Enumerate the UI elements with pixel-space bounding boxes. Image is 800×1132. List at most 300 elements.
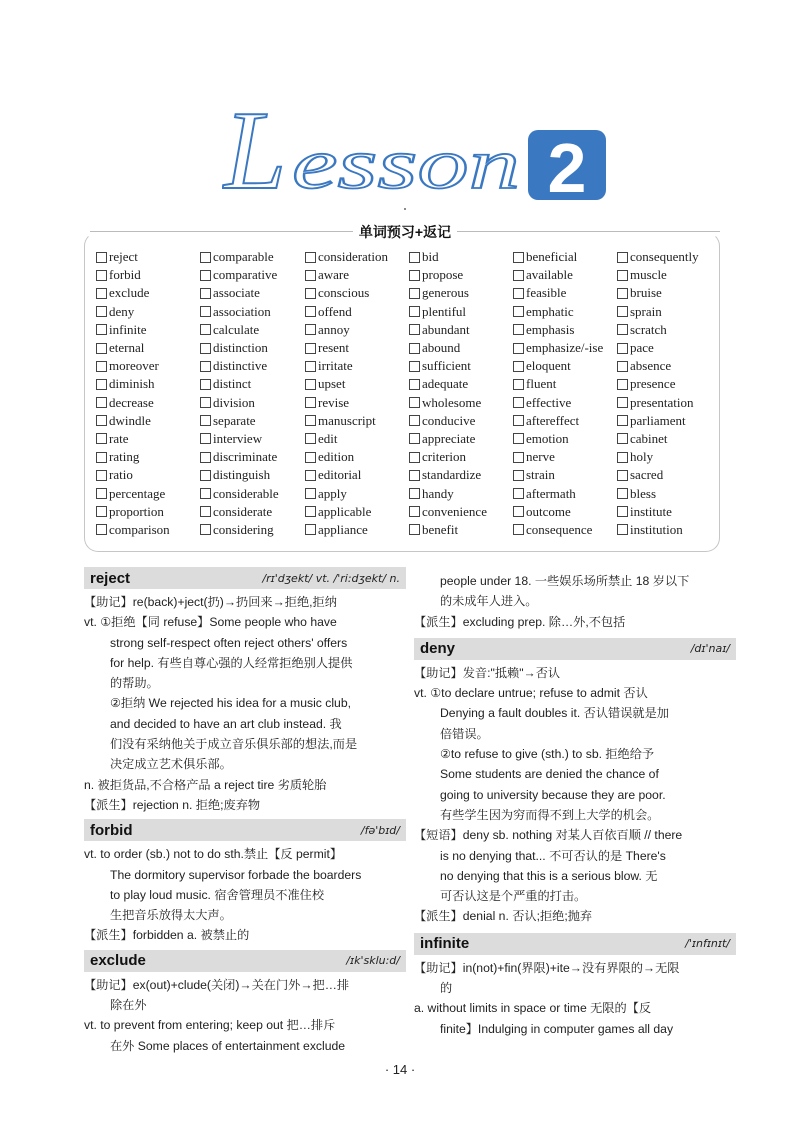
vocab-item-aftereffect[interactable]	[513, 412, 617, 430]
entry-line: 【助记】ex(out)+clude(关闭)→关在门外→把…排	[84, 977, 350, 992]
checkbox-icon[interactable]	[513, 306, 524, 317]
vocab-word: benefit	[422, 521, 459, 537]
vocab-item-parliament[interactable]	[617, 412, 721, 430]
vocab-word: cabinet	[630, 430, 668, 446]
entry-header-forbid	[84, 819, 406, 841]
checkbox-icon[interactable]	[96, 379, 107, 390]
vocab-item-sufficient[interactable]	[409, 357, 513, 375]
checkbox-icon[interactable]	[409, 488, 420, 499]
vocab-item-distinct[interactable]	[200, 375, 305, 393]
vocab-item-comparison[interactable]	[96, 521, 200, 539]
entry-line: vt. ①拒绝【同 refuse】Some people who have	[84, 615, 337, 630]
vocab-word: reject	[109, 249, 138, 265]
vocab-item-irritate[interactable]	[305, 357, 409, 375]
entry-exclude	[84, 950, 406, 1056]
entry-infinite	[414, 933, 736, 1039]
vocab-item-generous[interactable]	[409, 284, 513, 302]
vocab-word: sufficient	[422, 358, 471, 374]
vocab-item-forbid[interactable]	[96, 266, 200, 284]
checkbox-icon[interactable]	[513, 524, 524, 535]
vocab-item-emotion[interactable]	[513, 430, 617, 448]
checkbox-icon[interactable]	[305, 379, 316, 390]
vocab-item-considerable[interactable]	[200, 484, 305, 502]
vocab-item-feasible[interactable]	[513, 284, 617, 302]
vocab-item-calculate[interactable]	[200, 321, 305, 339]
vocab-word: proportion	[109, 503, 164, 519]
vocab-word: feasible	[526, 285, 567, 301]
vocab-item-holy[interactable]	[617, 448, 721, 466]
entry-header-reject	[84, 567, 406, 589]
entry-line: Some students are denied the chance of	[440, 767, 659, 782]
entry-line: to play loud music. 宿舍管理员不准住校	[110, 887, 325, 902]
vocab-item-eloquent[interactable]	[513, 357, 617, 375]
vocab-item-aftermath[interactable]	[513, 484, 617, 502]
checkbox-icon[interactable]	[200, 252, 211, 263]
vocab-word: discriminate	[213, 449, 278, 465]
vocab-item-eternal[interactable]	[96, 339, 200, 357]
checkbox-icon[interactable]	[200, 324, 211, 335]
checkbox-icon[interactable]	[513, 252, 524, 263]
vocab-item-decrease[interactable]	[96, 394, 200, 412]
vocab-section-title-text: 单词预习+返记	[353, 224, 457, 240]
checkbox-icon[interactable]	[617, 288, 628, 299]
entry-line: ②to refuse to give (sth.) to sb. 拒绝给予	[440, 747, 655, 762]
checkbox-icon[interactable]	[409, 415, 420, 426]
vocab-word: editorial	[318, 467, 362, 483]
vocab-word: decrease	[109, 394, 154, 410]
entry-line: n. 被拒货品,不合格产品 a reject tire 劣质轮胎	[84, 777, 327, 792]
vocab-item-upset[interactable]	[305, 375, 409, 393]
vocab-word: deny	[109, 303, 135, 319]
vocab-item-distinguish[interactable]	[200, 466, 305, 484]
vocab-item-wholesome[interactable]	[409, 394, 513, 412]
checkbox-icon[interactable]	[617, 252, 628, 263]
vocab-item-diminish[interactable]	[96, 375, 200, 393]
checkbox-icon[interactable]	[200, 415, 211, 426]
checkbox-icon[interactable]	[617, 433, 628, 444]
vocab-item-convenience[interactable]	[409, 503, 513, 521]
vocab-item-presence[interactable]	[617, 375, 721, 393]
checkbox-icon[interactable]	[409, 324, 420, 335]
vocab-item-distinctive[interactable]	[200, 357, 305, 375]
vocab-item-institute[interactable]	[617, 503, 721, 521]
entry-line: 在外 Some places of entertainment exclude	[110, 1038, 346, 1053]
vocab-item-criterion[interactable]	[409, 448, 513, 466]
vocab-item-abound[interactable]	[409, 339, 513, 357]
checkbox-icon[interactable]	[305, 343, 316, 354]
vocab-word: convenience	[422, 503, 487, 519]
checkbox-icon[interactable]	[305, 488, 316, 499]
vocab-item-edit[interactable]	[305, 430, 409, 448]
vocab-word: considerate	[213, 503, 273, 519]
checkbox-icon[interactable]	[200, 524, 211, 535]
vocab-item-emphasis[interactable]	[513, 321, 617, 339]
vocab-checklist	[96, 248, 716, 539]
checkbox-icon[interactable]	[409, 288, 420, 299]
checkbox-icon[interactable]	[200, 361, 211, 372]
vocab-word: irritate	[318, 358, 353, 374]
checkbox-icon[interactable]	[617, 379, 628, 390]
vocab-word: applicable	[318, 503, 372, 519]
vocab-item-proportion[interactable]	[96, 503, 200, 521]
vocab-word: strain	[526, 467, 555, 483]
checkbox-icon[interactable]	[200, 270, 211, 281]
entry-line: 【派生】forbidden a. 被禁止的	[84, 928, 250, 943]
vocab-item-moreover[interactable]	[96, 357, 200, 375]
entry-line: strong self-respect often reject others' offers	[110, 635, 348, 650]
vocab-item-separate[interactable]	[200, 412, 305, 430]
checkbox-icon[interactable]	[513, 379, 524, 390]
vocab-word: aftermath	[526, 485, 576, 501]
checkbox-icon[interactable]	[200, 288, 211, 299]
entry-line: is no denying that... 不可否认的是 There's	[440, 848, 666, 863]
checkbox-icon[interactable]	[513, 415, 524, 426]
vocab-item-institution[interactable]	[617, 521, 721, 539]
checkbox-icon[interactable]	[513, 270, 524, 281]
vocab-word: scratch	[630, 321, 667, 337]
vocab-word: comparative	[213, 267, 278, 283]
vocab-item-strain[interactable]	[513, 466, 617, 484]
entry-line: The dormitory supervisor forbade the boarders	[110, 867, 362, 882]
vocab-word: emphatic	[526, 303, 574, 319]
vocab-word: parliament	[630, 412, 686, 428]
checkbox-icon[interactable]	[513, 452, 524, 463]
checkbox-icon[interactable]	[305, 361, 316, 372]
vocab-item-revise[interactable]	[305, 394, 409, 412]
vocab-item-pace[interactable]	[617, 339, 721, 357]
vocab-item-adequate[interactable]	[409, 375, 513, 393]
checkbox-icon[interactable]	[409, 306, 420, 317]
checkbox-icon[interactable]	[409, 252, 420, 263]
vocab-item-conscious[interactable]	[305, 284, 409, 302]
vocab-item-applicable[interactable]	[305, 503, 409, 521]
entry-line: vt. to order (sb.) not to do sth.禁止【反 permit】	[84, 847, 343, 862]
checkbox-icon[interactable]	[409, 343, 420, 354]
entry-line: 【派生】denial n. 否认;拒绝;抛弃	[414, 909, 593, 924]
vocab-item-standardize[interactable]	[409, 466, 513, 484]
checkbox-icon[interactable]	[305, 324, 316, 335]
checkbox-icon[interactable]	[96, 306, 107, 317]
vocab-item-emphasize--ise[interactable]	[513, 339, 617, 357]
vocab-item-handy[interactable]	[409, 484, 513, 502]
checkbox-icon[interactable]	[409, 506, 420, 517]
vocab-word: distinct	[213, 376, 252, 392]
checkbox-icon[interactable]	[617, 506, 628, 517]
checkbox-icon[interactable]	[513, 488, 524, 499]
vocab-word: bruise	[630, 285, 662, 301]
vocab-word: abound	[422, 340, 461, 356]
vocab-word: emphasize/-ise	[526, 340, 604, 356]
vocab-item-benefit[interactable]	[409, 521, 513, 539]
checkbox-icon[interactable]	[617, 488, 628, 499]
vocab-word: presence	[630, 376, 676, 392]
vocab-word: propose	[422, 267, 464, 283]
vocab-item-rate[interactable]	[96, 430, 200, 448]
entry-header-infinite	[414, 933, 736, 955]
vocab-word: aware	[318, 267, 350, 283]
vocab-word: effective	[526, 394, 572, 410]
checkbox-icon[interactable]	[96, 252, 107, 263]
vocab-item-dwindle[interactable]	[96, 412, 200, 430]
vocab-item-deny[interactable]	[96, 303, 200, 321]
vocab-item-muscle[interactable]	[617, 266, 721, 284]
vocab-item-comparative[interactable]	[200, 266, 305, 284]
checkbox-icon[interactable]	[96, 361, 107, 372]
vocab-item-sacred[interactable]	[617, 466, 721, 484]
vocab-word: holy	[630, 449, 654, 465]
checkbox-icon[interactable]	[305, 470, 316, 481]
right-column	[414, 571, 736, 1045]
checkbox-icon[interactable]	[305, 524, 316, 535]
vocab-item-emphatic[interactable]	[513, 303, 617, 321]
checkbox-icon[interactable]	[96, 506, 107, 517]
checkbox-icon[interactable]	[200, 306, 211, 317]
vocab-item-scratch[interactable]	[617, 321, 721, 339]
checkbox-icon[interactable]	[305, 306, 316, 317]
vocab-item-effective[interactable]	[513, 394, 617, 412]
checkbox-icon[interactable]	[513, 288, 524, 299]
vocab-item-bruise[interactable]	[617, 284, 721, 302]
checkbox-icon[interactable]	[305, 397, 316, 408]
vocab-item-infinite[interactable]	[96, 321, 200, 339]
vocab-word: bid	[422, 249, 439, 265]
vocab-word: consideration	[318, 249, 389, 265]
vocab-word: rate	[109, 430, 129, 446]
vocab-item-appliance[interactable]	[305, 521, 409, 539]
vocab-word: calculate	[213, 321, 260, 337]
headword: forbid	[90, 821, 133, 839]
vocab-item-reject[interactable]	[96, 248, 200, 266]
vocab-item-annoy[interactable]	[305, 321, 409, 339]
vocab-word: conducive	[422, 412, 476, 428]
checkbox-icon[interactable]	[200, 433, 211, 444]
vocab-word: appliance	[318, 521, 368, 537]
checkbox-icon[interactable]	[409, 452, 420, 463]
vocab-word: handy	[422, 485, 454, 501]
entry-line: vt. to prevent from entering; keep out 把…排斥	[84, 1018, 336, 1033]
checkbox-icon[interactable]	[513, 433, 524, 444]
vocab-item-exclude[interactable]	[96, 284, 200, 302]
checkbox-icon[interactable]	[200, 397, 211, 408]
checkbox-icon[interactable]	[513, 506, 524, 517]
vocab-word: considerable	[213, 485, 279, 501]
checkbox-icon[interactable]	[617, 452, 628, 463]
vocab-word: adequate	[422, 376, 469, 392]
vocab-item-consequently[interactable]	[617, 248, 721, 266]
checkbox-icon[interactable]	[617, 324, 628, 335]
checkbox-icon[interactable]	[409, 470, 420, 481]
lesson-title-L: L	[224, 96, 287, 206]
checkbox-icon[interactable]	[96, 488, 107, 499]
left-column	[84, 567, 406, 1060]
vocab-word: diminish	[109, 376, 155, 392]
vocab-item-bid[interactable]	[409, 248, 513, 266]
checkbox-icon[interactable]	[96, 324, 107, 335]
vocab-item-distinction[interactable]	[200, 339, 305, 357]
vocab-word: consequence	[526, 521, 593, 537]
checkbox-icon[interactable]	[96, 524, 107, 535]
checkbox-icon[interactable]	[617, 415, 628, 426]
vocab-item-rating[interactable]	[96, 448, 200, 466]
checkbox-icon[interactable]	[409, 270, 420, 281]
entry-line: ②拒纳 We rejected his idea for a music club,	[110, 696, 352, 711]
checkbox-icon[interactable]	[409, 379, 420, 390]
vocab-word: revise	[318, 394, 350, 410]
checkbox-icon[interactable]	[96, 433, 107, 444]
vocab-word: association	[213, 303, 271, 319]
vocab-item-bless[interactable]	[617, 484, 721, 502]
entry-line: Denying a fault doubles it. 否认错误就是加	[440, 706, 669, 721]
lesson-title-word: esson	[292, 124, 520, 204]
checkbox-icon[interactable]	[96, 415, 107, 426]
vocab-word: division	[213, 394, 255, 410]
checkbox-icon[interactable]	[409, 524, 420, 535]
checkbox-icon[interactable]	[305, 288, 316, 299]
vocab-word: annoy	[318, 321, 350, 337]
vocab-word: emphasis	[526, 321, 575, 337]
vocab-word: criterion	[422, 449, 467, 465]
entry-line: 【短语】deny sb. nothing 对某人百依百顺 // there	[414, 828, 683, 843]
checkbox-icon[interactable]	[617, 361, 628, 372]
checkbox-icon[interactable]	[513, 397, 524, 408]
vocab-item-manuscript[interactable]	[305, 412, 409, 430]
vocab-item-apply[interactable]	[305, 484, 409, 502]
vocab-word: nerve	[526, 449, 555, 465]
checkbox-icon[interactable]	[409, 397, 420, 408]
vocab-item-beneficial[interactable]	[513, 248, 617, 266]
vocab-item-edition[interactable]	[305, 448, 409, 466]
entry-line: 【助记】re(back)+ject(扔)→扔回来→拒绝,拒纳	[84, 595, 337, 609]
lesson-number: 2	[547, 129, 587, 206]
headword: infinite	[420, 935, 470, 953]
vocab-word: institution	[630, 521, 683, 537]
vocab-item-aware[interactable]	[305, 266, 409, 284]
checkbox-icon[interactable]	[305, 506, 316, 517]
vocab-word: edit	[318, 430, 338, 446]
vocab-word: dwindle	[109, 412, 151, 428]
checkbox-icon[interactable]	[617, 270, 628, 281]
vocab-item-outcome[interactable]	[513, 503, 617, 521]
vocab-word: aftereffect	[526, 412, 580, 428]
vocab-word: edition	[318, 449, 355, 465]
checkbox-icon[interactable]	[200, 452, 211, 463]
vocab-item-resent[interactable]	[305, 339, 409, 357]
checkbox-icon[interactable]	[96, 288, 107, 299]
vocab-word: apply	[318, 485, 347, 501]
vocab-item-association[interactable]	[200, 303, 305, 321]
vocab-item-considering[interactable]	[200, 521, 305, 539]
checkbox-icon[interactable]	[617, 306, 628, 317]
vocab-word: available	[526, 267, 573, 283]
checkbox-icon[interactable]	[617, 524, 628, 535]
vocab-item-offend[interactable]	[305, 303, 409, 321]
checkbox-icon[interactable]	[305, 270, 316, 281]
vocab-item-conducive[interactable]	[409, 412, 513, 430]
vocab-item-considerate[interactable]	[200, 503, 305, 521]
checkbox-icon[interactable]	[200, 379, 211, 390]
checkbox-icon[interactable]	[200, 343, 211, 354]
lesson-title	[222, 96, 612, 206]
vocab-word: consequently	[630, 249, 699, 265]
checkbox-icon[interactable]	[513, 343, 524, 354]
checkbox-icon[interactable]	[409, 361, 420, 372]
vocab-item-sprain[interactable]	[617, 303, 721, 321]
vocab-word: emotion	[526, 430, 569, 446]
checkbox-icon[interactable]	[409, 433, 420, 444]
vocab-item-ratio[interactable]	[96, 466, 200, 484]
checkbox-icon[interactable]	[513, 324, 524, 335]
vocab-item-propose[interactable]	[409, 266, 513, 284]
vocab-item-absence[interactable]	[617, 357, 721, 375]
checkbox-icon[interactable]	[513, 470, 524, 481]
vocab-item-consequence[interactable]	[513, 521, 617, 539]
vocab-item-abundant[interactable]	[409, 321, 513, 339]
checkbox-icon[interactable]	[96, 397, 107, 408]
vocab-item-fluent[interactable]	[513, 375, 617, 393]
checkbox-icon[interactable]	[96, 270, 107, 281]
checkbox-icon[interactable]	[513, 361, 524, 372]
checkbox-icon[interactable]	[305, 452, 316, 463]
vocab-word: outcome	[526, 503, 571, 519]
vocab-item-percentage[interactable]	[96, 484, 200, 502]
entry-line: 可否认这是个严重的打击。	[440, 889, 587, 904]
checkbox-icon[interactable]	[617, 470, 628, 481]
checkbox-icon[interactable]	[96, 452, 107, 463]
vocab-item-appreciate[interactable]	[409, 430, 513, 448]
entry-line: 的	[440, 981, 453, 996]
checkbox-icon[interactable]	[305, 433, 316, 444]
entry-line: and decided to have an art club instead. 我	[110, 716, 342, 731]
vocab-item-interview[interactable]	[200, 430, 305, 448]
vocab-item-editorial[interactable]	[305, 466, 409, 484]
checkbox-icon[interactable]	[617, 343, 628, 354]
checkbox-icon[interactable]	[96, 343, 107, 354]
vocab-item-comparable[interactable]	[200, 248, 305, 266]
vocab-item-presentation[interactable]	[617, 394, 721, 412]
checkbox-icon[interactable]	[200, 506, 211, 517]
entry-line: 【派生】excluding prep. 除…外,不包括	[414, 614, 626, 629]
checkbox-icon[interactable]	[305, 415, 316, 426]
checkbox-icon[interactable]	[200, 470, 211, 481]
entry-line: 除在外	[110, 998, 147, 1013]
vocab-item-available[interactable]	[513, 266, 617, 284]
vocab-word: absence	[630, 358, 672, 374]
vocab-word: exclude	[109, 285, 150, 301]
headword: deny	[420, 640, 456, 658]
vocab-item-division[interactable]	[200, 394, 305, 412]
vocab-word: distinctive	[213, 358, 268, 374]
vocab-item-cabinet[interactable]	[617, 430, 721, 448]
vocab-word: abundant	[422, 321, 470, 337]
checkbox-icon[interactable]	[617, 397, 628, 408]
phonetic: /ɪk'sklu:d/	[346, 954, 400, 968]
checkbox-icon[interactable]	[96, 470, 107, 481]
entry-line: a. without limits in space or time 无限的【反	[414, 1001, 652, 1016]
vocab-item-consideration[interactable]	[305, 248, 409, 266]
vocab-word: distinction	[213, 340, 268, 356]
vocab-item-nerve[interactable]	[513, 448, 617, 466]
vocab-word: presentation	[630, 394, 694, 410]
vocab-item-discriminate[interactable]	[200, 448, 305, 466]
checkbox-icon[interactable]	[305, 252, 316, 263]
vocab-word: conscious	[318, 285, 370, 301]
vocab-item-plentiful[interactable]	[409, 303, 513, 321]
entry-line: 【助记】in(not)+fin(界限)+ite→没有界限的→无限	[414, 960, 680, 975]
entry-line: 生把音乐放得太大声。	[110, 908, 232, 923]
vocab-item-associate[interactable]	[200, 284, 305, 302]
vocab-word: moreover	[109, 358, 159, 374]
checkbox-icon[interactable]	[200, 488, 211, 499]
